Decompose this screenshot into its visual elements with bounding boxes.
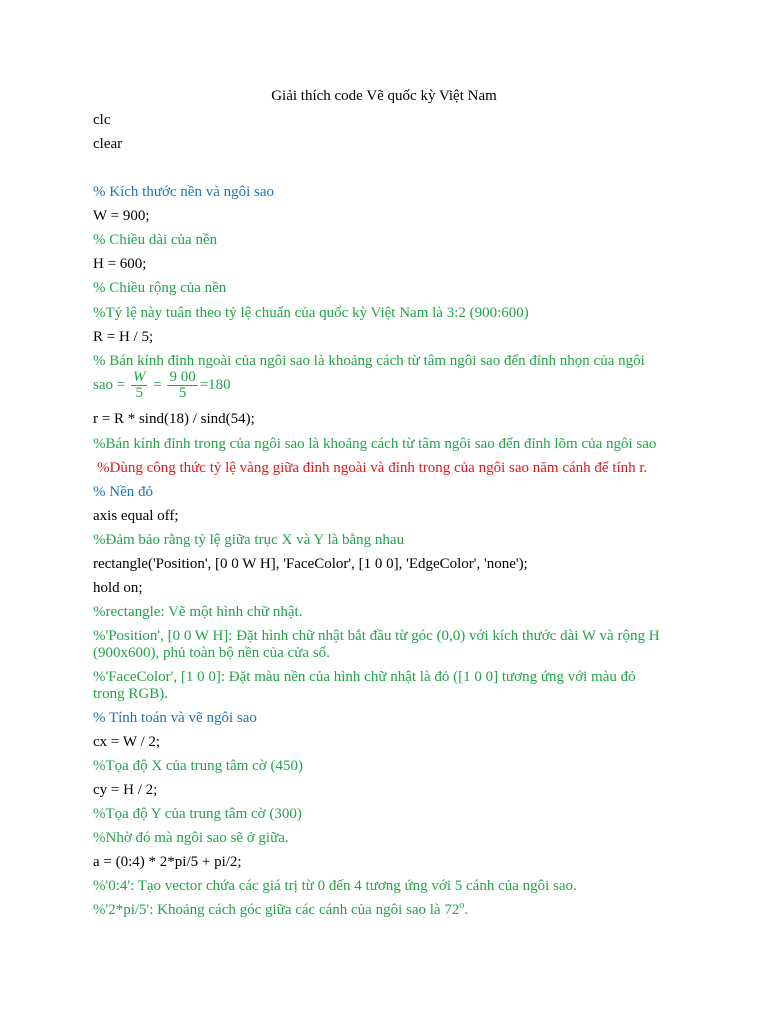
section-comment: % Kích thước nền và ngôi sao <box>93 184 275 200</box>
comment-end: . <box>464 902 469 918</box>
formula-result: =180 <box>199 377 231 393</box>
code-line: a = (0:4) * 2*pi/5 + pi/2; <box>93 854 242 870</box>
comment-line: % Chiều rộng của nền <box>93 280 227 296</box>
section-comment: % Tính toán và vẽ ngôi sao <box>93 710 257 726</box>
code-line: H = 600; <box>93 256 147 272</box>
code-line: rectangle('Position', [0 0 W H], 'FaceColor', [1 0 0], 'EdgeColor', 'none'); <box>93 556 528 572</box>
code-line: R = H / 5; <box>93 329 154 345</box>
comment-line: %'0:4': Tạo vector chứa các giá trị từ 0 đến 4 tương ứng với 5 cánh của ngôi sao. <box>93 878 577 894</box>
code-line: cx = W / 2; <box>93 734 161 750</box>
comment-paragraph: %'Position', [0 0 W H]: Đặt hình chữ nhật bắt đầu từ góc (0,0) với kích thước dài W và rộng H (900x600), phủ toàn bộ nền của cửa sổ. <box>93 628 660 661</box>
section-comment: % Nền đỏ <box>93 484 153 500</box>
comment-line: % Bán kính đỉnh ngoài của ngôi sao là khoảng cách từ tâm ngôi sao đến đỉnh nhọn của ngôi <box>93 353 645 369</box>
comment-line: %Bán kính đỉnh trong của ngôi sao là khoảng cách từ tâm ngôi sao đến đỉnh lõm của ngôi sao <box>93 436 657 452</box>
fraction-w-over-5 <box>131 370 148 401</box>
comment-text: %'2*pi/5': Khoảng cách góc giữa các cánh của ngôi sao là 72 <box>93 902 460 918</box>
formula-prefix: sao = <box>93 377 129 393</box>
comment-line <box>93 902 468 919</box>
code-line: cy = H / 2; <box>93 782 158 798</box>
comment-line: %Tỷ lệ này tuân theo tỷ lệ chuẩn của quốc kỳ Việt Nam là 3:2 (900:600) <box>93 305 529 321</box>
code-line: hold on; <box>93 580 143 596</box>
document-title: Giải thích code Vẽ quốc kỳ Việt Nam <box>271 88 497 104</box>
formula-equals: = <box>153 377 162 393</box>
code-line: r = R * sind(18) / sind(54); <box>93 411 255 427</box>
fraction-denominator: 5 <box>178 385 187 402</box>
comment-line: %Tọa độ Y của trung tâm cờ (300) <box>93 806 302 822</box>
comment-line: %rectangle: Vẽ một hình chữ nhật. <box>93 604 303 620</box>
code-line: axis equal off; <box>93 508 179 524</box>
code-line: clc <box>93 112 111 128</box>
code-line: W = 900; <box>93 208 150 224</box>
comment-paragraph: %'FaceColor', [1 0 0]: Đặt màu nền của hình chữ nhật là đỏ ([1 0 0] tương ứng với màu đỏ trong RGB). <box>93 669 636 702</box>
highlight-comment: %Dùng công thức tỷ lệ vàng giữa đỉnh ngoài và đỉnh trong của ngôi sao năm cánh để tính r. <box>97 460 648 476</box>
fraction-numerator: W <box>132 369 146 386</box>
fraction-numerator: 9 00 <box>169 369 196 386</box>
degree-superscript: o <box>459 900 465 911</box>
fraction-900-over-5 <box>167 370 197 401</box>
fraction-denominator: 5 <box>135 385 143 402</box>
comment-line: %Nhờ đó mà ngôi sao sẽ ở giữa. <box>93 830 289 846</box>
code-line: clear <box>93 136 123 152</box>
comment-line: % Chiều dài của nền <box>93 232 218 248</box>
comment-line: %Tọa độ X của trung tâm cờ (450) <box>93 758 303 774</box>
comment-line: %Đảm bảo rằng tỷ lệ giữa trục X và Y là bằng nhau <box>93 532 405 548</box>
comment-formula-line <box>93 369 231 401</box>
